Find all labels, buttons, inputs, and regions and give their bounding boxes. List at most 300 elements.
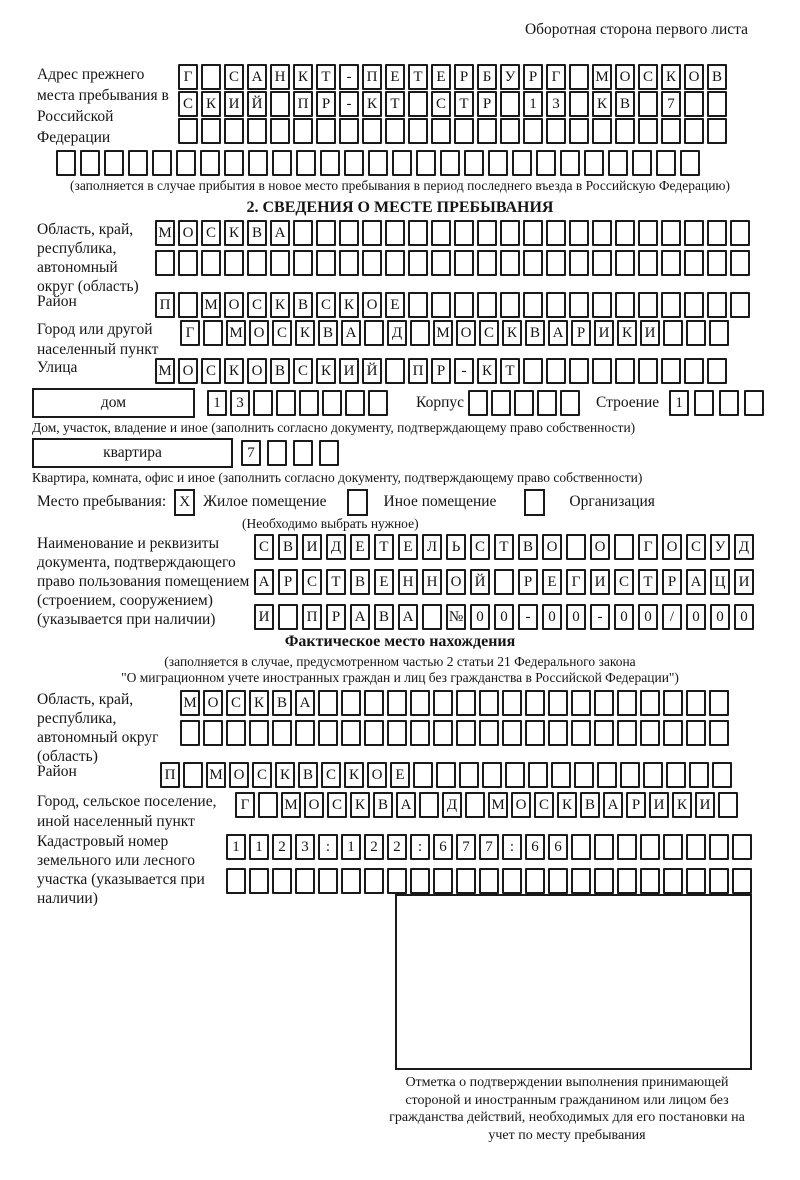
char-box[interactable]: 7: [661, 91, 681, 117]
char-box[interactable]: [500, 118, 520, 144]
char-box[interactable]: [385, 358, 405, 384]
char-box[interactable]: С: [226, 690, 246, 716]
char-box[interactable]: [617, 834, 637, 860]
char-box[interactable]: :: [502, 834, 522, 860]
char-box[interactable]: Т: [374, 534, 394, 560]
char-box[interactable]: [433, 868, 453, 894]
char-box[interactable]: У: [500, 64, 520, 90]
char-box[interactable]: Т: [316, 64, 336, 90]
char-box[interactable]: [456, 868, 476, 894]
char-box[interactable]: [663, 690, 683, 716]
char-box[interactable]: [500, 220, 520, 246]
char-box[interactable]: Ь: [446, 534, 466, 560]
char-box[interactable]: [272, 868, 292, 894]
char-box[interactable]: Т: [385, 91, 405, 117]
char-box[interactable]: [270, 118, 290, 144]
char-box[interactable]: А: [247, 64, 267, 90]
char-box[interactable]: [615, 250, 635, 276]
char-box[interactable]: [454, 220, 474, 246]
char-box[interactable]: [523, 220, 543, 246]
char-box[interactable]: Г: [235, 792, 255, 818]
char-box[interactable]: [410, 720, 430, 746]
char-box[interactable]: О: [446, 569, 466, 595]
char-box[interactable]: Р: [518, 569, 538, 595]
char-box[interactable]: Р: [316, 91, 336, 117]
char-box[interactable]: 0: [542, 604, 562, 630]
char-box[interactable]: С: [638, 64, 658, 90]
char-box[interactable]: [80, 150, 100, 176]
char-box[interactable]: [656, 150, 676, 176]
char-box[interactable]: [491, 390, 511, 416]
char-box[interactable]: М: [226, 320, 246, 346]
char-box[interactable]: [638, 91, 658, 117]
char-box[interactable]: [341, 720, 361, 746]
char-box[interactable]: К: [344, 762, 364, 788]
char-box[interactable]: [293, 250, 313, 276]
char-box[interactable]: П: [160, 762, 180, 788]
char-box[interactable]: -: [339, 64, 359, 90]
char-box[interactable]: [341, 868, 361, 894]
char-box[interactable]: [477, 220, 497, 246]
char-box[interactable]: Д: [326, 534, 346, 560]
char-box[interactable]: Т: [494, 534, 514, 560]
char-box[interactable]: 0: [638, 604, 658, 630]
char-box[interactable]: [464, 150, 484, 176]
char-box[interactable]: [316, 220, 336, 246]
char-box[interactable]: С: [272, 320, 292, 346]
char-box[interactable]: А: [686, 569, 706, 595]
char-box[interactable]: [666, 762, 686, 788]
char-box[interactable]: Р: [571, 320, 591, 346]
char-box[interactable]: О: [362, 292, 382, 318]
char-box[interactable]: [594, 868, 614, 894]
char-box[interactable]: [643, 762, 663, 788]
char-box[interactable]: 3: [230, 390, 250, 416]
char-box[interactable]: [178, 292, 198, 318]
char-box[interactable]: [584, 150, 604, 176]
char-box[interactable]: Е: [398, 534, 418, 560]
char-box[interactable]: 6: [433, 834, 453, 860]
char-box[interactable]: [318, 690, 338, 716]
char-box[interactable]: И: [254, 604, 274, 630]
char-box[interactable]: С: [254, 534, 274, 560]
char-box[interactable]: [456, 690, 476, 716]
char-box[interactable]: [339, 118, 359, 144]
char-box[interactable]: [387, 868, 407, 894]
char-box[interactable]: 7: [456, 834, 476, 860]
char-box[interactable]: [684, 118, 704, 144]
char-box[interactable]: [707, 91, 727, 117]
char-box[interactable]: 0: [686, 604, 706, 630]
char-box[interactable]: 1: [523, 91, 543, 117]
char-box[interactable]: В: [373, 792, 393, 818]
char-box[interactable]: Л: [422, 534, 442, 560]
char-box[interactable]: 2: [272, 834, 292, 860]
char-box[interactable]: [546, 358, 566, 384]
char-box[interactable]: [712, 762, 732, 788]
char-box[interactable]: [385, 118, 405, 144]
char-box[interactable]: Е: [542, 569, 562, 595]
char-box[interactable]: [482, 762, 502, 788]
char-box[interactable]: [344, 150, 364, 176]
char-box[interactable]: К: [672, 792, 692, 818]
char-box[interactable]: [431, 292, 451, 318]
char-box[interactable]: [709, 320, 729, 346]
char-box[interactable]: :: [318, 834, 338, 860]
char-box[interactable]: [592, 292, 612, 318]
char-box[interactable]: Т: [454, 91, 474, 117]
char-box[interactable]: [318, 720, 338, 746]
char-box[interactable]: К: [270, 292, 290, 318]
char-box[interactable]: С: [470, 534, 490, 560]
char-box[interactable]: Г: [178, 64, 198, 90]
char-box[interactable]: В: [525, 320, 545, 346]
char-box[interactable]: 1: [249, 834, 269, 860]
char-box[interactable]: А: [396, 792, 416, 818]
char-box[interactable]: [615, 118, 635, 144]
char-box[interactable]: [226, 720, 246, 746]
char-box[interactable]: С: [614, 569, 634, 595]
char-box[interactable]: [502, 720, 522, 746]
char-box[interactable]: [730, 292, 750, 318]
char-box[interactable]: Е: [390, 762, 410, 788]
char-box[interactable]: О: [247, 358, 267, 384]
char-box[interactable]: [686, 868, 706, 894]
char-box[interactable]: К: [502, 320, 522, 346]
char-box[interactable]: 3: [546, 91, 566, 117]
char-box[interactable]: Й: [362, 358, 382, 384]
char-box[interactable]: [709, 868, 729, 894]
char-box[interactable]: [732, 868, 752, 894]
char-box[interactable]: [479, 720, 499, 746]
char-box[interactable]: [689, 762, 709, 788]
char-box[interactable]: [224, 118, 244, 144]
char-box[interactable]: Б: [477, 64, 497, 90]
char-box[interactable]: [640, 720, 660, 746]
char-box[interactable]: К: [557, 792, 577, 818]
char-box[interactable]: [272, 150, 292, 176]
char-box[interactable]: [500, 91, 520, 117]
char-box[interactable]: [707, 292, 727, 318]
char-box[interactable]: [617, 868, 637, 894]
char-box[interactable]: [638, 220, 658, 246]
char-box[interactable]: У: [710, 534, 730, 560]
char-box[interactable]: [525, 868, 545, 894]
char-box[interactable]: Е: [431, 64, 451, 90]
char-box[interactable]: [684, 91, 704, 117]
char-box[interactable]: [392, 150, 412, 176]
char-box[interactable]: О: [511, 792, 531, 818]
char-box[interactable]: К: [592, 91, 612, 117]
char-box[interactable]: [362, 250, 382, 276]
char-box[interactable]: О: [203, 690, 223, 716]
char-box[interactable]: [364, 320, 384, 346]
char-box[interactable]: П: [155, 292, 175, 318]
char-box[interactable]: И: [590, 569, 610, 595]
char-box[interactable]: [615, 358, 635, 384]
char-box[interactable]: С: [479, 320, 499, 346]
char-box[interactable]: К: [339, 292, 359, 318]
char-box[interactable]: [436, 762, 456, 788]
char-box[interactable]: [387, 720, 407, 746]
char-box[interactable]: [546, 118, 566, 144]
char-box[interactable]: [224, 150, 244, 176]
char-box[interactable]: [546, 292, 566, 318]
char-box[interactable]: К: [224, 358, 244, 384]
char-box[interactable]: Р: [431, 358, 451, 384]
char-box[interactable]: [247, 250, 267, 276]
char-box[interactable]: [128, 150, 148, 176]
char-box[interactable]: М: [281, 792, 301, 818]
char-box[interactable]: Е: [385, 292, 405, 318]
char-box[interactable]: Д: [734, 534, 754, 560]
char-box[interactable]: [528, 762, 548, 788]
char-box[interactable]: :: [410, 834, 430, 860]
char-box[interactable]: [270, 91, 290, 117]
char-box[interactable]: С: [201, 358, 221, 384]
char-box[interactable]: [502, 868, 522, 894]
char-box[interactable]: [617, 720, 637, 746]
char-box[interactable]: А: [603, 792, 623, 818]
char-box[interactable]: [226, 868, 246, 894]
char-box[interactable]: С: [293, 358, 313, 384]
char-box[interactable]: [408, 91, 428, 117]
char-box[interactable]: Г: [546, 64, 566, 90]
char-box[interactable]: [608, 150, 628, 176]
char-box[interactable]: [615, 292, 635, 318]
char-box[interactable]: [385, 250, 405, 276]
char-box[interactable]: [362, 118, 382, 144]
char-box[interactable]: А: [341, 320, 361, 346]
char-box[interactable]: [419, 792, 439, 818]
char-box[interactable]: Г: [566, 569, 586, 595]
char-box[interactable]: [592, 118, 612, 144]
char-box[interactable]: [339, 220, 359, 246]
char-box[interactable]: [431, 220, 451, 246]
char-box[interactable]: [272, 720, 292, 746]
char-box[interactable]: В: [278, 534, 298, 560]
char-box[interactable]: [571, 834, 591, 860]
char-box[interactable]: [574, 762, 594, 788]
char-box[interactable]: [592, 250, 612, 276]
char-box[interactable]: [200, 150, 220, 176]
char-box[interactable]: Е: [350, 534, 370, 560]
char-box[interactable]: К: [617, 320, 637, 346]
char-box[interactable]: 0: [494, 604, 514, 630]
char-box[interactable]: С: [302, 569, 322, 595]
char-box[interactable]: 0: [710, 604, 730, 630]
char-box[interactable]: [661, 358, 681, 384]
char-box[interactable]: [295, 868, 315, 894]
char-box[interactable]: Т: [408, 64, 428, 90]
char-box[interactable]: 2: [387, 834, 407, 860]
char-box[interactable]: Р: [477, 91, 497, 117]
char-box[interactable]: [512, 150, 532, 176]
char-box[interactable]: [680, 150, 700, 176]
char-box[interactable]: [661, 220, 681, 246]
char-box[interactable]: [477, 118, 497, 144]
char-box[interactable]: В: [298, 762, 318, 788]
char-box[interactable]: К: [249, 690, 269, 716]
char-box[interactable]: А: [295, 690, 315, 716]
char-box[interactable]: М: [433, 320, 453, 346]
char-box[interactable]: [201, 250, 221, 276]
char-box[interactable]: И: [339, 358, 359, 384]
char-box[interactable]: [477, 292, 497, 318]
char-box[interactable]: [316, 118, 336, 144]
char-box[interactable]: А: [548, 320, 568, 346]
char-box[interactable]: Р: [626, 792, 646, 818]
char-box[interactable]: В: [518, 534, 538, 560]
char-box[interactable]: Д: [442, 792, 462, 818]
char-box[interactable]: К: [350, 792, 370, 818]
char-box[interactable]: [293, 118, 313, 144]
char-box[interactable]: М: [488, 792, 508, 818]
char-box[interactable]: [640, 834, 660, 860]
char-box[interactable]: [454, 250, 474, 276]
char-box[interactable]: [176, 150, 196, 176]
char-box[interactable]: [730, 250, 750, 276]
char-box[interactable]: [408, 220, 428, 246]
char-box[interactable]: [546, 250, 566, 276]
char-box[interactable]: [536, 150, 556, 176]
char-box[interactable]: [249, 868, 269, 894]
char-box[interactable]: [431, 250, 451, 276]
char-box[interactable]: [592, 220, 612, 246]
char-box[interactable]: [523, 118, 543, 144]
char-box[interactable]: [433, 690, 453, 716]
char-box[interactable]: О: [590, 534, 610, 560]
char-box[interactable]: [592, 358, 612, 384]
char-box[interactable]: [500, 292, 520, 318]
char-box[interactable]: [686, 720, 706, 746]
char-box[interactable]: [640, 868, 660, 894]
char-box[interactable]: 0: [470, 604, 490, 630]
char-box[interactable]: К: [224, 220, 244, 246]
char-box[interactable]: [155, 250, 175, 276]
char-box[interactable]: -: [518, 604, 538, 630]
char-box[interactable]: [719, 390, 739, 416]
char-box[interactable]: [247, 118, 267, 144]
char-box[interactable]: М: [180, 690, 200, 716]
char-box[interactable]: О: [367, 762, 387, 788]
char-box[interactable]: П: [362, 64, 382, 90]
char-box[interactable]: [548, 868, 568, 894]
checkbox-zhiloe[interactable]: X: [174, 489, 195, 516]
char-box[interactable]: -: [339, 91, 359, 117]
char-box[interactable]: [224, 250, 244, 276]
char-box[interactable]: [663, 868, 683, 894]
char-box[interactable]: А: [254, 569, 274, 595]
char-box[interactable]: В: [374, 604, 394, 630]
char-box[interactable]: С: [431, 91, 451, 117]
char-box[interactable]: И: [734, 569, 754, 595]
char-box[interactable]: 1: [226, 834, 246, 860]
char-box[interactable]: [408, 118, 428, 144]
char-box[interactable]: [638, 250, 658, 276]
char-box[interactable]: Н: [422, 569, 442, 595]
char-box[interactable]: О: [456, 320, 476, 346]
char-box[interactable]: Н: [270, 64, 290, 90]
char-box[interactable]: [178, 118, 198, 144]
char-box[interactable]: [569, 220, 589, 246]
char-box[interactable]: [686, 690, 706, 716]
char-box[interactable]: 1: [207, 390, 227, 416]
char-box[interactable]: [296, 150, 316, 176]
char-box[interactable]: [663, 320, 683, 346]
char-box[interactable]: [248, 150, 268, 176]
char-box[interactable]: [566, 534, 586, 560]
char-box[interactable]: 6: [525, 834, 545, 860]
char-box[interactable]: С: [252, 762, 272, 788]
char-box[interactable]: [594, 834, 614, 860]
char-box[interactable]: Т: [326, 569, 346, 595]
char-box[interactable]: [468, 390, 488, 416]
char-box[interactable]: [293, 220, 313, 246]
char-box[interactable]: И: [695, 792, 715, 818]
char-box[interactable]: [368, 390, 388, 416]
char-box[interactable]: С: [247, 292, 267, 318]
char-box[interactable]: [571, 868, 591, 894]
char-box[interactable]: Р: [454, 64, 474, 90]
char-box[interactable]: [707, 118, 727, 144]
char-box[interactable]: М: [155, 220, 175, 246]
char-box[interactable]: 0: [566, 604, 586, 630]
char-box[interactable]: [640, 690, 660, 716]
char-box[interactable]: [620, 762, 640, 788]
char-box[interactable]: [413, 762, 433, 788]
char-box[interactable]: [368, 150, 388, 176]
char-box[interactable]: С: [327, 792, 347, 818]
char-box[interactable]: [569, 118, 589, 144]
checkbox-inoe[interactable]: [347, 489, 368, 516]
char-box[interactable]: [203, 720, 223, 746]
char-box[interactable]: [410, 320, 430, 346]
char-box[interactable]: [408, 250, 428, 276]
char-box[interactable]: [479, 690, 499, 716]
char-box[interactable]: 0: [614, 604, 634, 630]
char-box[interactable]: 1: [341, 834, 361, 860]
char-box[interactable]: [454, 292, 474, 318]
char-box[interactable]: А: [350, 604, 370, 630]
char-box[interactable]: В: [350, 569, 370, 595]
char-box[interactable]: А: [398, 604, 418, 630]
char-box[interactable]: [440, 150, 460, 176]
char-box[interactable]: [569, 292, 589, 318]
char-box[interactable]: Г: [638, 534, 658, 560]
char-box[interactable]: О: [178, 220, 198, 246]
char-box[interactable]: В: [580, 792, 600, 818]
char-box[interactable]: М: [206, 762, 226, 788]
char-box[interactable]: [709, 690, 729, 716]
char-box[interactable]: 7: [479, 834, 499, 860]
char-box[interactable]: [385, 220, 405, 246]
char-box[interactable]: [546, 220, 566, 246]
char-box[interactable]: М: [592, 64, 612, 90]
char-box[interactable]: [267, 440, 287, 466]
char-box[interactable]: 1: [669, 390, 689, 416]
char-box[interactable]: [686, 320, 706, 346]
char-box[interactable]: [560, 390, 580, 416]
char-box[interactable]: [617, 690, 637, 716]
char-box[interactable]: [56, 150, 76, 176]
char-box[interactable]: [569, 358, 589, 384]
char-box[interactable]: Р: [523, 64, 543, 90]
char-box[interactable]: [548, 720, 568, 746]
char-box[interactable]: [732, 834, 752, 860]
char-box[interactable]: [364, 720, 384, 746]
char-box[interactable]: [686, 834, 706, 860]
